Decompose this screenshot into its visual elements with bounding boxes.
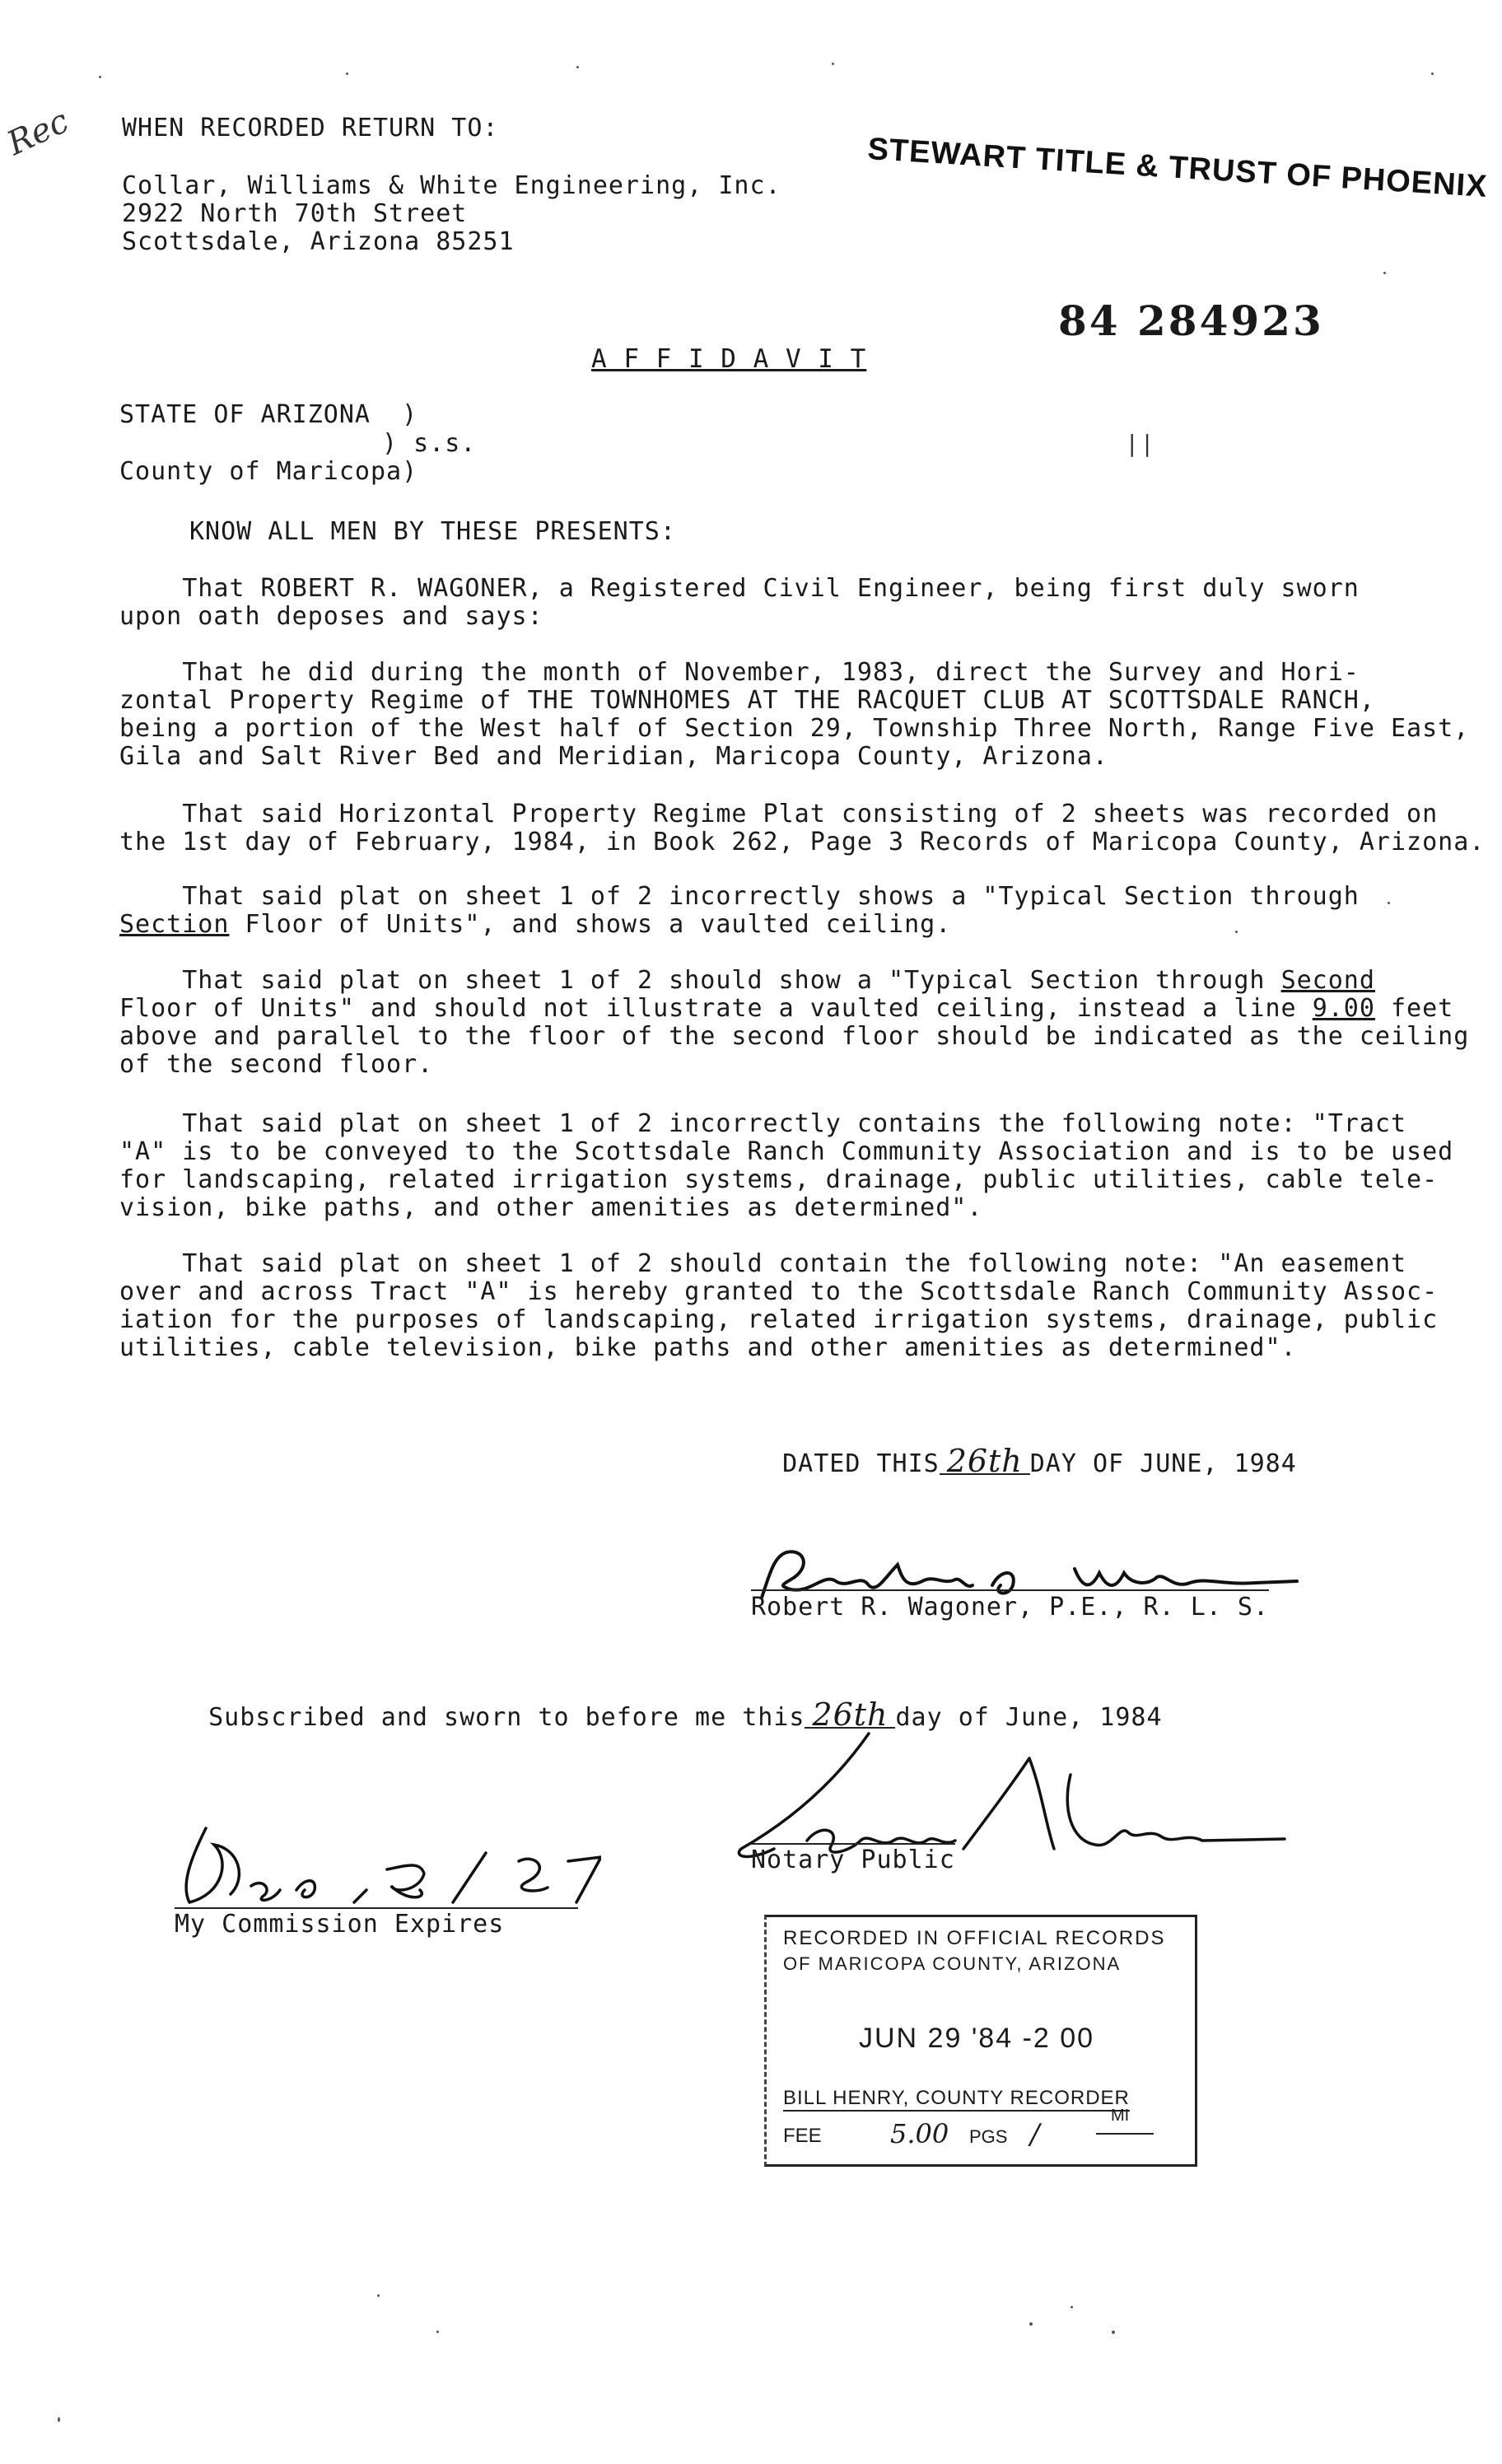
commission-date-handwriting [173,1812,601,1911]
scan-speck [1235,931,1238,933]
commission-label: My Commission Expires [175,1907,578,1939]
paragraph-line: "A" is to be conveyed to the Scottsdale Ranch Community Association and is to be used [119,1137,1454,1166]
notary-label: Notary Public [751,1843,955,1874]
paragraph-line: vision, bike paths, and other amenities as determined". [119,1193,983,1222]
paragraph-text: Floor of Units" and should not illustrate a vaulted ceiling, instead a line [119,994,1313,1023]
paragraph-line: That said plat on sheet 1 of 2 incorrectly shows a "Typical Section through [119,882,1360,911]
paragraph-line: for landscaping, related irrigation systems, drainage, public utilities, cable tele- [119,1165,1439,1194]
jurat-prefix: Subscribed and sworn to before me this [208,1703,805,1732]
underlined-text: Second [1280,966,1375,995]
paragraph-line: above and parallel to the floor of the second floor should be indicated as the ceiling [119,1022,1470,1051]
scan-speck [1029,2322,1033,2326]
scan-speck [576,66,579,68]
paragraph-line: upon oath deposes and says: [119,602,543,631]
underlined-text: Section [119,910,230,939]
paragraph-7 [119,1249,1439,1362]
paragraph-4 [119,883,1371,939]
paragraph-1 [119,575,1371,631]
paragraph-line: That said plat on sheet 1 of 2 incorrectly contains the following note: "Tract [119,1109,1407,1138]
scan-speck [377,2294,380,2297]
paragraph-line: zontal Property Regime of THE TOWNHOMES AT THE RACQUET CLUB AT SCOTTSDALE RANCH, [119,686,1375,715]
paragraph-3 [119,800,1486,856]
stamp-marks: | | [1128,430,1151,457]
scan-speck [1431,72,1434,75]
paragraph-line: Gila and Salt River Bed and Meridian, Maricopa County, Arizona. [119,742,1108,771]
venue-ss: ) s.s. [382,429,477,458]
intro-line: KNOW ALL MEN BY THESE PRESENTS: [189,517,676,546]
jurat-day-handwritten: 26th [805,1702,895,1729]
return-to-label: WHEN RECORDED RETURN TO: [122,114,499,142]
scan-speck [1071,2306,1073,2308]
paragraph-line [119,911,1371,939]
scan-speck [1112,2331,1115,2334]
paragraph-line: over and across Tract "A" is hereby granted to the Scottsdale Ranch Community Assoc- [119,1277,1439,1306]
recording-stamp-pgs-label: PGS [969,2126,1008,2147]
recording-stamp-fee-label: FEE [783,2125,822,2147]
scan-speck [1383,272,1386,274]
recording-stamp-line-1: RECORDED IN OFFICIAL RECORDS [783,1927,1166,1949]
venue-state: STATE OF ARIZONA ) [119,400,418,429]
paragraph-6 [119,1109,1454,1222]
return-address-line-3: Scottsdale, Arizona 85251 [122,227,515,256]
scan-speck [346,72,348,75]
venue-county: County of Maricopa) [119,457,418,486]
scan-speck [99,76,101,78]
title-company-stamp: STEWART TITLE & TRUST OF PHOENIX [866,132,1489,204]
paragraph-line: the 1st day of February, 1984, in Book 262, Page 3 Records of Maricopa County, Arizona. [119,828,1486,856]
recording-stamp-fee-amount: 5.00 [890,2118,949,2149]
paragraph-line: utilities, cable television, bike paths and other amenities as determined". [119,1333,1297,1362]
scan-speck [832,63,834,65]
paragraph-line: being a portion of the West half of Section 29, Township Three North, Range Five East, [119,714,1470,743]
scan-speck [436,2331,439,2333]
return-address-line-1: Collar, Williams & White Engineering, Inc. [122,171,781,200]
commission-date-text [0,0,6,1]
return-address-line-2: 2922 North 70th Street [122,199,468,228]
paragraph-text: That said plat on sheet 1 of 2 should show a "Typical Section through [119,966,1281,995]
underlined-text: 9.00 [1312,994,1375,1023]
paragraph-line: That ROBERT R. WAGONER, a Registered Civil Engineer, being first duly sworn [119,574,1360,603]
engineer-printed-name: Robert R. Wagoner, P.E., R. L. S. [751,1589,1269,1622]
recording-stamp-mi-label: MI [1111,2107,1130,2125]
recording-stamp-pgs-value: / [1030,2118,1040,2151]
paragraph-text: feet [1374,994,1454,1023]
recording-stamp-mi-rule [1096,2133,1154,2135]
dated-line [751,1420,1297,1478]
dated-day-handwritten: 26th [940,1449,1030,1475]
paragraph-line [119,966,1375,995]
dated-prefix: DATED THIS [782,1449,940,1478]
jurat-suffix: day of June, 1984 [895,1703,1163,1732]
paragraph-line: That said Horizontal Property Regime Plat consisting of 2 sheets was recorded on [119,800,1439,828]
handwritten-note: Rec [1,102,75,163]
document-title: A F F I D A V I T [591,344,867,374]
recording-stamp-recorder: BILL HENRY, COUNTY RECORDER [783,2087,1130,2112]
dated-suffix: DAY OF JUNE, 1984 [1029,1449,1297,1478]
recording-stamp [764,1915,1197,2167]
paragraph-2 [119,658,1470,771]
paragraph-5 [119,966,1470,1079]
paragraph-line [119,994,1454,1023]
recording-stamp-date: JUN 29 '84 -2 00 [859,2023,1095,2054]
recording-stamp-line-2: OF MARICOPA COUNTY, ARIZONA [783,1953,1122,1974]
scan-speck [58,2417,60,2422]
scan-speck [1388,902,1390,904]
paragraph-line: iation for the purposes of landscaping, related irrigation systems, drainage, public [119,1305,1439,1334]
paragraph-line: That he did during the month of November, 1983, direct the Survey and Hori- [119,658,1360,687]
jurat-line [177,1673,1163,1732]
document-number: 84 284923 [1058,296,1324,345]
paragraph-text: Floor of Units", and shows a vaulted ceiling. [229,910,952,939]
paragraph-line: That said plat on sheet 1 of 2 should contain the following note: "An easement [119,1249,1407,1278]
paragraph-line: of the second floor. [119,1050,434,1079]
